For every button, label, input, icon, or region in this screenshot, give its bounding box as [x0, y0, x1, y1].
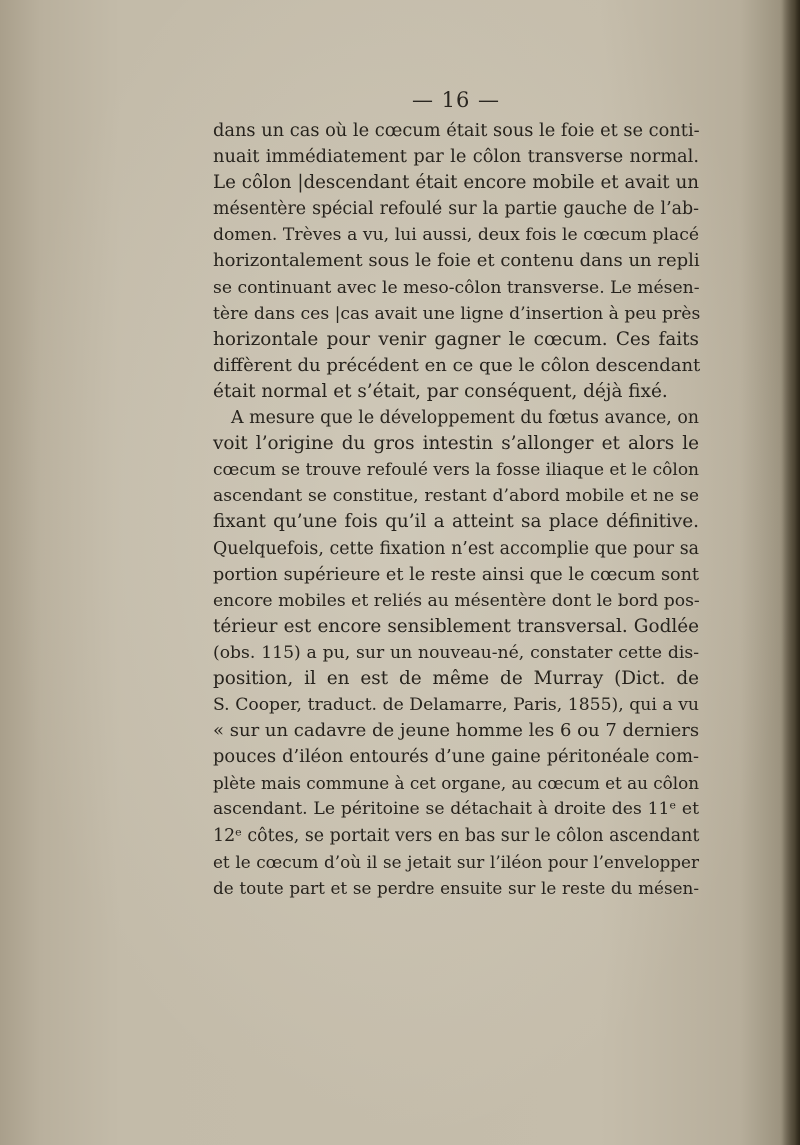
text-line: 12ᵉ côtes, se portait vers en bas sur le côlon ascendant [213, 825, 700, 846]
text-line: dans un cas où le cœcum était sous le foie et se conti- [213, 120, 700, 141]
text-line: « sur un cadavre de jeune homme les 6 ou 7 derniers [213, 720, 700, 742]
text-line: position, il en est de même de Murray (Dict. de [213, 667, 699, 689]
text-line: fixant qu’une fois qu’il a atteint sa place définitive. [213, 511, 699, 533]
text-line: S. Cooper, traduct. de Delamarre, Paris, 1855), qui a vu [213, 695, 699, 716]
text-line: (obs. 115) a pu, sur un nouveau-né, constater cette dis- [213, 642, 699, 663]
text-line: A mesure que le développement du fœtus avance, on [231, 408, 699, 429]
text-line: diffèrent du précédent en ce que le côlon descendant [213, 354, 701, 376]
page-number: — 16 — [411, 88, 501, 112]
text-line: ascendant se constitue, restant d’abord mobile et ne se [213, 486, 699, 507]
text-line: horizontale pour venir gagner le cœcum. Ces faits [213, 328, 699, 350]
text-line: mésentère spécial refoulé sur la partie gauche de l’ab- [213, 199, 699, 220]
text-line: domen. Trèves a vu, lui aussi, deux fois le cœcum placé [213, 225, 699, 246]
text-line: tère dans ces |cas avait une ligne d’insertion à peu près [213, 303, 701, 324]
text-line: Quelquefois, cette fixation n’est accomplie que pour sa [213, 538, 699, 559]
text-line: horizontalement sous le foie et contenu dans un repli [213, 250, 700, 272]
text-line: térieur est encore sensiblement transversal. Godlée [213, 615, 699, 637]
text-line: de toute part et se perdre ensuite sur le reste du mésen- [213, 877, 699, 898]
text-line: cœcum se trouve refoulé vers la fosse iliaque et le côlon [213, 460, 699, 481]
text-line: et le cœcum d’où il se jetait sur l’iléon pour l’envelopper [213, 851, 699, 872]
text-line: plète mais commune à cet organe, au cœcum et au côlon [213, 773, 700, 794]
text-line: pouces d’iléon entourés d’une gaine péritonéale com- [213, 746, 699, 768]
body-text [213, 118, 699, 901]
text-line: se continuant avec le meso-côlon transverse. Le mésen- [213, 277, 700, 298]
text-line: voit l’origine du gros intestin s’allonger et alors le [213, 433, 699, 455]
text-line: Le côlon |descendant était encore mobile et avait un [213, 172, 699, 194]
text-line: ascendant. Le péritoine se détachait à droite des 11ᵉ et [213, 799, 699, 820]
text-line: était normal et s’était, par conséquent, déjà fixé. [213, 380, 668, 402]
text-line: nuait immédiatement par le côlon transverse normal. [213, 146, 699, 168]
text-line: portion supérieure et le reste ainsi que le cœcum sont [213, 564, 699, 585]
text-line: encore mobiles et reliés au mésentère dont le bord pos- [213, 590, 700, 611]
